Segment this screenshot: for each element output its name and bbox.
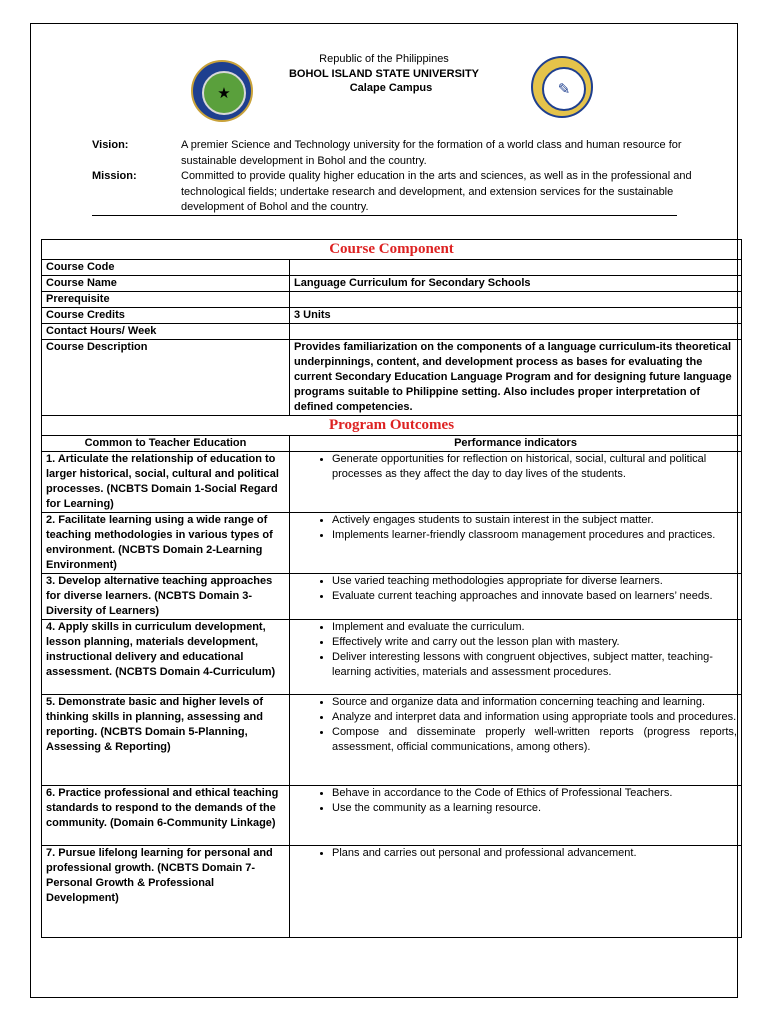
indicators-7 xyxy=(290,846,742,938)
table-row xyxy=(42,695,742,786)
table-row xyxy=(42,846,742,938)
list-item: • Generate opportunities for reflection on historical, social, cultural and political processes as they affect the day to day lives of the students. xyxy=(332,452,737,482)
table-row xyxy=(42,452,742,513)
list-item: • Use varied teaching methodologies appropriate for diverse learners. xyxy=(332,574,737,589)
list-item: • Compose and disseminate properly well-written reports (progress reports, assessment, official communications, among others). xyxy=(332,725,737,755)
table-row xyxy=(42,340,742,416)
course-description-label: Course Description xyxy=(42,340,290,416)
course-name-label: Course Name xyxy=(42,276,290,292)
list-item: • Behave in accordance to the Code of Ethics of Professional Teachers. xyxy=(332,786,737,801)
table-row xyxy=(42,276,742,292)
indicators-3 xyxy=(290,574,742,620)
list-item: • Deliver interesting lessons with congruent objectives, subject matter, teaching-learning activities, materials and assessment procedures. xyxy=(332,650,737,680)
list-item: • Use the community as a learning resource. xyxy=(332,801,737,816)
table-row xyxy=(42,574,742,620)
program-outcomes-title: Program Outcomes xyxy=(42,416,742,436)
indicators-5 xyxy=(290,695,742,786)
vision-mission xyxy=(92,138,692,216)
course-credits-label: Course Credits xyxy=(42,308,290,324)
mission-text: Committed to provide quality higher education in the arts and sciences, as well as in the professional and technological fields; undertake research and development, and extension services for the sustainable development of Bohol and the country. xyxy=(181,170,692,213)
course-code-label: Course Code xyxy=(42,260,290,276)
college-seal-logo: ✎ xyxy=(531,56,593,118)
table-row xyxy=(42,513,742,574)
course-name-value: Language Curriculum for Secondary Schools xyxy=(290,276,742,292)
contact-hours-value xyxy=(290,324,742,340)
document-header xyxy=(0,52,768,96)
list-item: • Implements learner-friendly classroom management procedures and practices. xyxy=(332,528,737,543)
outcome-2: 2. Facilitate learning using a wide range of teaching methodologies in various types of environment. (NCBTS Domain 2-Learning Environment) xyxy=(42,513,290,574)
list-item: • Analyze and interpret data and information using appropriate tools and procedures. xyxy=(332,710,737,725)
outcome-5: 5. Demonstrate basic and higher levels of thinking skills in planning, assessing and reporting. (NCBTS Domain 5-Planning, Assessing & Reporting) xyxy=(42,695,290,786)
column-header-indicators: Performance indicators xyxy=(290,436,742,452)
country-line: Republic of the Philippines xyxy=(319,53,449,65)
prerequisite-label: Prerequisite xyxy=(42,292,290,308)
table-row xyxy=(42,292,742,308)
prerequisite-value xyxy=(290,292,742,308)
divider xyxy=(92,215,677,216)
table-row xyxy=(42,308,742,324)
table-row xyxy=(42,786,742,846)
table-row xyxy=(42,260,742,276)
outcome-1: 1. Articulate the relationship of education to larger historical, social, cultural and political processes. (NCBTS Domain 1-Social Regard for Learning) xyxy=(42,452,290,513)
outcome-7: 7. Pursue lifelong learning for personal and professional growth. (NCBTS Domain 7-Personal Growth & Professional Development) xyxy=(42,846,290,938)
indicators-6 xyxy=(290,786,742,846)
course-credits-value: 3 Units xyxy=(290,308,742,324)
list-item: • Evaluate current teaching approaches and innovate based on learners’ needs. xyxy=(332,589,737,604)
outcome-6: 6. Practice professional and ethical teaching standards to respond to the demands of the community. (Domain 6-Community Linkage) xyxy=(42,786,290,846)
outcome-3: 3. Develop alternative teaching approaches for diverse learners. (NCBTS Domain 3-Diversity of Learners) xyxy=(42,574,290,620)
table-row xyxy=(42,620,742,695)
list-item: • Implement and evaluate the curriculum. xyxy=(332,620,737,635)
list-item: • Effectively write and carry out the lesson plan with mastery. xyxy=(332,635,737,650)
vision-row xyxy=(92,138,692,169)
indicators-1 xyxy=(290,452,742,513)
vision-text: A premier Science and Technology university for the formation of a world class and human resource for sustainable development in Bohol and the country. xyxy=(181,139,682,167)
course-code-value xyxy=(290,260,742,276)
university-seal-logo: ★ xyxy=(191,60,253,122)
list-item: • Source and organize data and information concerning teaching and learning. xyxy=(332,695,737,710)
indicators-2 xyxy=(290,513,742,574)
column-header-outcomes: Common to Teacher Education xyxy=(42,436,290,452)
university-name: BOHOL ISLAND STATE UNIVERSITY xyxy=(288,67,480,80)
list-item: • Plans and carries out personal and professional advancement. xyxy=(332,846,737,861)
table-row xyxy=(42,324,742,340)
indicators-4 xyxy=(290,620,742,695)
list-item: • Actively engages students to sustain interest in the subject matter. xyxy=(332,513,737,528)
mission-label: Mission: xyxy=(92,170,137,182)
campus-name: Calape Campus xyxy=(349,82,433,94)
course-component-title: Course Component xyxy=(42,240,742,260)
vision-label: Vision: xyxy=(92,139,129,151)
contact-hours-label: Contact Hours/ Week xyxy=(42,324,290,340)
course-table xyxy=(41,239,742,938)
mission-row xyxy=(92,169,692,216)
course-description-value: Provides familiarization on the components of a language curriculum-its theoretical underpinnings, content, and development process as bases for evaluating the current Secondary Education Language Program and for designing future language programs suitable to Philippine setting. Also includes proper interpretation of defined competencies. xyxy=(290,340,742,416)
outcome-4: 4. Apply skills in curriculum development, lesson planning, materials development, instructional delivery and educational assessment. (NCBTS Domain 4-Curriculum) xyxy=(42,620,290,695)
